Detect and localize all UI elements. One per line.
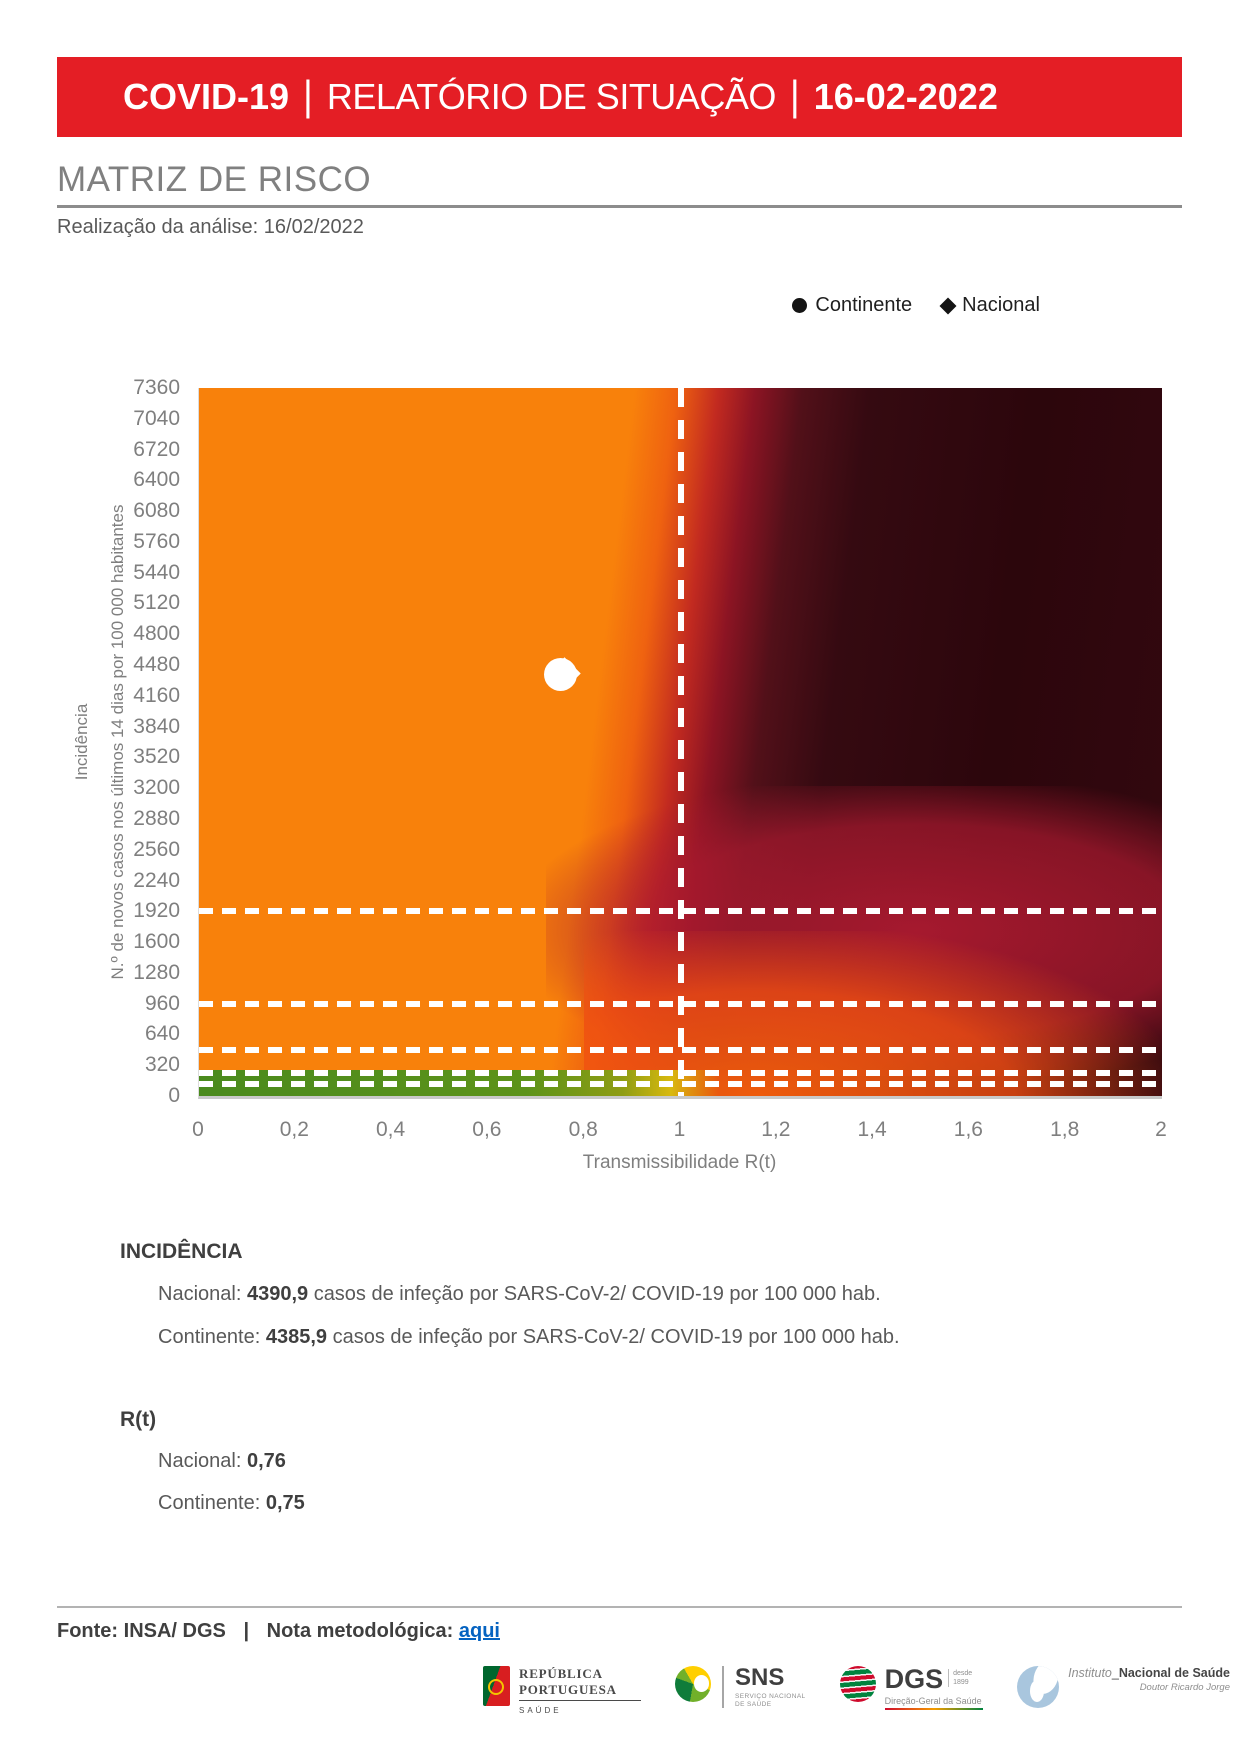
y-axis-tick: 1600 bbox=[133, 930, 180, 954]
footer-divider bbox=[57, 1606, 1182, 1608]
page-title: MATRIZ DE RISCO bbox=[57, 160, 372, 199]
y-axis-tick: 2240 bbox=[133, 868, 180, 892]
row-text: casos de infeção por SARS-CoV-2/ COVID-19 por 100 000 hab. bbox=[313, 1283, 881, 1305]
incidence-nacional-row bbox=[158, 1283, 881, 1306]
y-axis-tick: 3200 bbox=[133, 776, 180, 800]
x-axis-tick: 0,4 bbox=[375, 1118, 406, 1141]
x-axis-title: Transmissibilidade R(t) bbox=[582, 1152, 777, 1173]
source-label: Fonte: INSA/ DGS bbox=[57, 1620, 226, 1642]
sns-sphere-icon bbox=[675, 1666, 711, 1702]
row-value: 0,76 bbox=[246, 1450, 286, 1472]
x-axis-tick: 1,8 bbox=[1050, 1118, 1080, 1141]
sns-logo bbox=[675, 1666, 806, 1710]
header-report-name: RELATÓRIO DE SITUAÇÃO bbox=[326, 76, 776, 117]
y-axis-tick: 6080 bbox=[133, 499, 180, 523]
header-date: 16-02-2022 bbox=[813, 76, 998, 117]
incidence-continente-row bbox=[158, 1326, 900, 1349]
rp-logo-subtitle: SAÚDE bbox=[519, 1706, 562, 1716]
y-axis-tick: 5120 bbox=[133, 591, 180, 615]
dgs-rainbow-rule bbox=[885, 1708, 984, 1710]
y-axis-tick: 2880 bbox=[133, 806, 180, 830]
y-axis-tick: 4160 bbox=[133, 683, 180, 707]
sns-logo-text: SNS bbox=[735, 1664, 785, 1691]
row-value: 0,75 bbox=[265, 1492, 305, 1514]
header-separator: | bbox=[789, 73, 800, 120]
legend-label: Continente bbox=[815, 294, 913, 316]
y-axis-tick: 2560 bbox=[133, 837, 180, 861]
footer-separator: | bbox=[243, 1620, 250, 1642]
row-text: casos de infeção por SARS-CoV-2/ COVID-19 por 100 000 hab. bbox=[332, 1326, 900, 1348]
y-axis-tick: 7360 bbox=[133, 376, 180, 399]
dgs-logo bbox=[840, 1666, 984, 1710]
row-label: Nacional: bbox=[158, 1283, 242, 1305]
portugal-flag-icon bbox=[483, 1666, 510, 1706]
sns-divider bbox=[722, 1666, 724, 1708]
y-axis-tick: 4480 bbox=[133, 653, 180, 677]
methodology-note-link[interactable]: aqui bbox=[458, 1620, 500, 1642]
y-axis-tick: 4800 bbox=[133, 622, 180, 646]
x-axis-tick: 1 bbox=[673, 1118, 686, 1141]
y-axis-tick: 5440 bbox=[133, 560, 180, 584]
sns-logo-subtitle: SERVIÇO NACIONAL DE SAÚDE bbox=[735, 1693, 806, 1709]
rt-continente-row bbox=[158, 1492, 305, 1515]
rt-nacional-row bbox=[158, 1450, 286, 1473]
insa-logo: Instituto_Nacional de Saúde Doutor Ricardo Jorge bbox=[1017, 1666, 1230, 1708]
y-axis-tick: 0 bbox=[168, 1084, 180, 1107]
y-axis-tick: 5760 bbox=[133, 529, 180, 553]
rp-logo-text: REPÚBLICA PORTUGUESA bbox=[519, 1666, 617, 1697]
risk-matrix-chart bbox=[72, 376, 1167, 1173]
y-axis-tick: 6720 bbox=[133, 437, 180, 461]
row-value: 4385,9 bbox=[265, 1326, 328, 1348]
dgs-logo-text: DGS bbox=[884, 1664, 944, 1694]
circle-marker-icon bbox=[792, 298, 807, 313]
x-axis-tick: 0,8 bbox=[568, 1118, 598, 1141]
rp-logo-rule bbox=[519, 1700, 641, 1701]
header-product: COVID-19 bbox=[123, 76, 290, 117]
header-separator: | bbox=[303, 73, 313, 120]
y-axis-tick: 7040 bbox=[133, 406, 180, 430]
legend-item-nacional bbox=[942, 294, 1040, 317]
insa-circle-icon bbox=[1017, 1666, 1059, 1708]
y-axis-title: Incidência bbox=[72, 703, 91, 781]
dgs-sphere-icon bbox=[840, 1666, 876, 1702]
analysis-date: Realização da análise: 16/02/2022 bbox=[57, 216, 364, 238]
row-label: Continente: bbox=[158, 1326, 261, 1348]
x-axis-tick: 1,6 bbox=[953, 1118, 983, 1141]
y-axis-tick: 6400 bbox=[133, 468, 180, 492]
insa-logo-text: Nacional de Saúde bbox=[1118, 1666, 1230, 1680]
x-axis-tick: 0,2 bbox=[279, 1118, 309, 1141]
y-axis-tick: 320 bbox=[144, 1053, 180, 1077]
incidence-heading: INCIDÊNCIA bbox=[120, 1240, 243, 1263]
dgs-logo-subtitle: Direção-Geral da Saúde bbox=[884, 1696, 982, 1706]
heatmap-plot-area bbox=[198, 388, 1162, 1099]
insa-prefix: Instituto bbox=[1068, 1666, 1112, 1680]
institutional-logos bbox=[483, 1666, 1230, 1715]
legend-item-continente bbox=[792, 294, 912, 317]
y-axis-subtitle: N.º de novos casos nos últimos 14 dias por 100 000 habitantes bbox=[108, 504, 127, 980]
footer-source-line bbox=[57, 1620, 500, 1643]
chart-legend bbox=[792, 294, 1040, 317]
rt-heading: R(t) bbox=[120, 1408, 157, 1431]
legend-label: Nacional bbox=[962, 294, 1040, 316]
dgs-since-text: desde 1899 bbox=[948, 1669, 983, 1687]
y-axis-tick: 1280 bbox=[133, 960, 180, 984]
note-label: Nota metodológica: bbox=[266, 1620, 454, 1642]
y-axis-tick: 3840 bbox=[133, 714, 180, 738]
x-axis-tick: 0,6 bbox=[472, 1118, 502, 1141]
row-label: Continente: bbox=[158, 1492, 261, 1514]
insa-logo-subtitle: Doutor Ricardo Jorge bbox=[1139, 1682, 1230, 1693]
row-value: 4390,9 bbox=[246, 1283, 309, 1305]
y-axis-tick: 1920 bbox=[133, 899, 180, 923]
diamond-marker-icon bbox=[940, 297, 957, 314]
x-axis-tick: 0 bbox=[192, 1118, 204, 1141]
title-divider bbox=[57, 205, 1182, 208]
y-axis-tick: 960 bbox=[144, 991, 180, 1015]
x-axis-tick: 1,4 bbox=[857, 1118, 887, 1141]
risk-threshold-line-vertical bbox=[678, 388, 684, 1096]
row-label: Nacional: bbox=[158, 1450, 242, 1472]
x-axis-tick: 2 bbox=[1155, 1118, 1167, 1141]
x-axis-tick: 1,2 bbox=[761, 1118, 791, 1141]
report-header-banner bbox=[57, 57, 1182, 137]
y-axis-tick: 640 bbox=[144, 1022, 180, 1046]
y-axis-tick: 3520 bbox=[133, 745, 180, 769]
republica-portuguesa-logo bbox=[483, 1666, 641, 1715]
